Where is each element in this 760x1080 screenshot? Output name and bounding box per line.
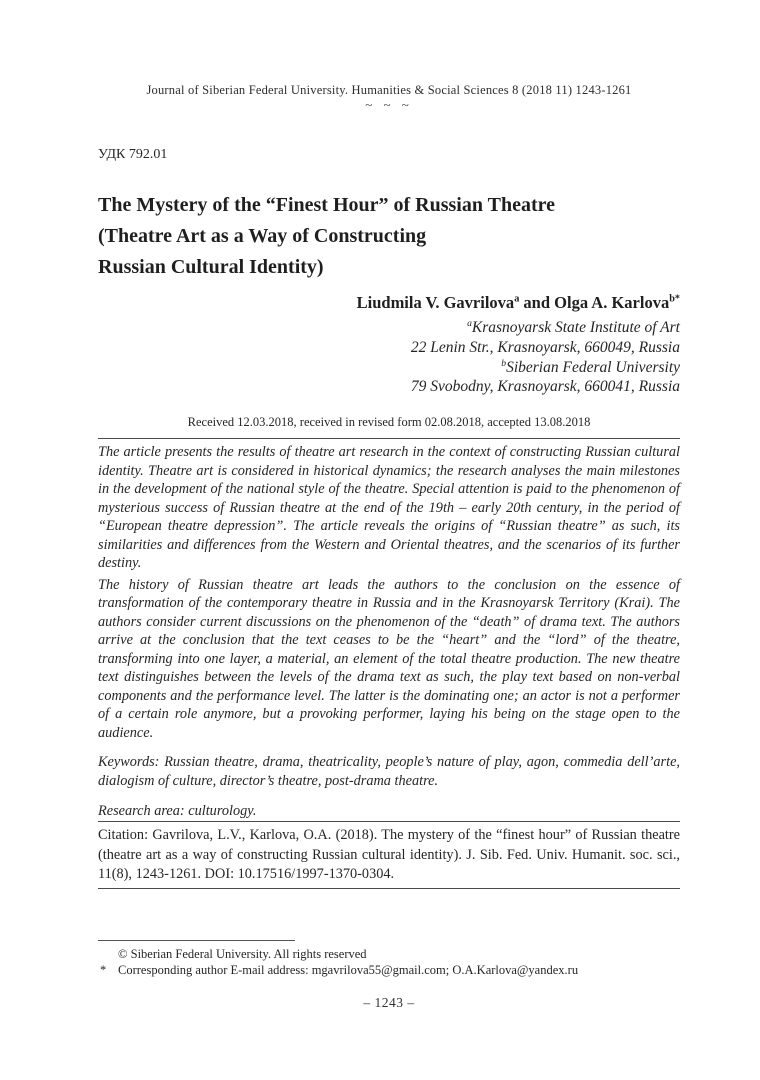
received-dates-line: Received 12.03.2018, received in revised form 02.08.2018, accepted 13.08.2018	[187, 415, 591, 429]
affiliation-text: 79 Svobodny, Krasnoyarsk, 660041, Russia	[410, 378, 680, 396]
page-number: – 1243 –	[363, 995, 415, 1010]
article-title-line-3: Russian Cultural Identity)	[98, 256, 324, 278]
abstract-paragraph-2: The history of Russian theatre art leads the authors to the conclusion on the essence of transformation of the contemporary theatre in Russia and in the Krasnoyarsk Territory (Krai). The authors consider current discussions on the phenomenon of the “death” of drama text. The authors arrive at the conclusion that the text ceases to be the “heart” and the “lord” of the theatre, transforming into one layer, a material, an element of the total theatre production. The new theatre text distinguishes between the levels of the drama text as such, the play text based on non-verbal components and the performance level. The latter is the dominating one; an actor is not a performer of a certain role anymore, but a provoking performer, laying his being on the stage open to the audience.	[98, 576, 680, 741]
author-name-second: Olga A. Karlova	[554, 293, 670, 312]
corresponding-author-text: Corresponding author E-mail address: mgavrilova55@gmail.com; O.A.Karlova@yandex.ru	[118, 963, 579, 977]
affiliation-line	[98, 318, 680, 338]
keywords-line: Keywords: Russian theatre, drama, theatricality, people’s nature of play, agon, commedia dell’arte, dialogism of culture, director’s theatre, post-drama theatre.	[98, 754, 680, 789]
authors-connector: and	[519, 293, 555, 312]
header-tilde-separator: ~ ~ ~	[365, 97, 413, 112]
affiliation-superscript: b	[501, 357, 507, 369]
citation-text: Citation: Gavrilova, L.V., Karlova, O.A. (2018). The mystery of the “finest hour” of Russian theatre (theatre art as a way of constructing Russian cultural identity). J. Sib. Fed. Univ. Humanit. soc. sci., 11(8), 1243-1261. DOI: 10.17516/1997-1370-0304.	[98, 827, 680, 882]
citation-section	[98, 821, 680, 889]
journal-header-line: Journal of Siberian Federal University. Humanities & Social Sciences 8 (2018 11) 1243-1261	[146, 83, 632, 97]
affiliation-text: Siberian Federal University	[506, 358, 680, 376]
author-name-first: Liudmila V. Gavrilova	[356, 293, 515, 312]
affiliation-text: 22 Lenin Str., Krasnoyarsk, 660049, Russia	[410, 338, 680, 356]
abstract-section	[98, 438, 680, 821]
article-title-line-2: (Theatre Art as a Way of Constructing	[98, 225, 427, 247]
authors-line	[98, 293, 680, 313]
author-affiliation-superscript-a: a	[514, 293, 520, 305]
affiliation-line	[98, 377, 680, 397]
research-area-line: Research area: culturology.	[98, 803, 257, 819]
footnote-asterisk-marker: *	[100, 963, 107, 977]
udc-code: УДК 792.01	[98, 147, 168, 162]
article-title	[98, 190, 680, 283]
affiliation-line	[98, 338, 680, 358]
affiliation-text: Krasnoyarsk State Institute of Art	[471, 319, 680, 336]
abstract-paragraph-1: The article presents the results of theatre art research in the context of constructing Russian cultural identity. Theatre art is considered in historical dynamics; the research analyses the main milestones in the development of the national style of the theatre. Special attention is paid to the phenomenon of mysterious success of Russian theatre at the end of the 19th – early 20th century, in the period of “European theatre depression”. The article reveals the origins of “Russian theatre” as such, its similarities and differences from the Western and Oriental theatres, and the scenarios of its further destiny.	[98, 444, 680, 571]
affiliation-line	[98, 358, 680, 378]
affiliation-superscript: a	[467, 317, 472, 329]
footnote-separator-rule	[98, 940, 295, 941]
copyright-line: © Siberian Federal University. All rights reserved	[118, 947, 367, 961]
corresponding-author-footnote	[98, 963, 680, 978]
author-affiliation-superscript-b: b*	[669, 293, 680, 305]
article-title-line-1: The Mystery of the “Finest Hour” of Russian Theatre	[98, 194, 556, 216]
authors-affiliations-block	[98, 293, 680, 397]
